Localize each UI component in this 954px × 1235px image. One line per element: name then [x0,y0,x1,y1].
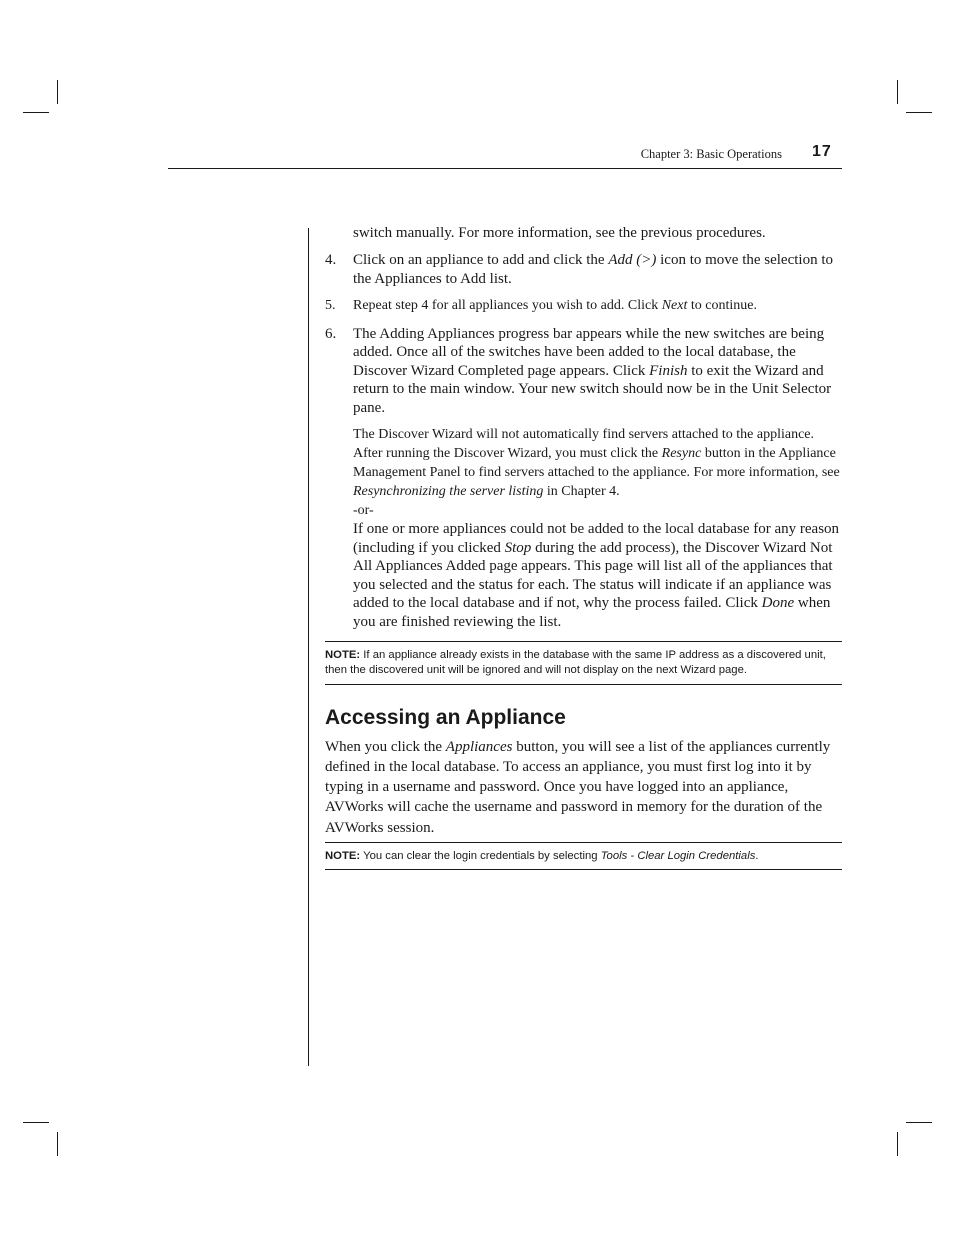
note-box: NOTE: If an appliance already exists in the database with the same IP address as a discovered unit, then the discovered unit will be ignored and will not display on the next Wizard page. [325,641,842,685]
margin-rule [308,228,309,1066]
section-body: When you click the Appliances button, you will see a list of the appliances currently defined in the local database. To access an appliance, you must first log into it by typing in a username and password. Once you have logged into an appliance, AVWorks will cache the username and password in memory for the duration of the AVWorks session. [325,738,831,836]
crop-mark [897,80,898,104]
note-label: NOTE: [325,648,361,661]
step-number: 6. [325,325,337,342]
crop-mark [57,1132,58,1156]
crop-mark [23,1122,49,1123]
header-rule [168,168,842,169]
crop-mark [906,1122,932,1123]
step-number: 4. [325,252,337,268]
note-label: NOTE: [325,850,361,863]
failure-paragraph: If one or more appliances could not be added to the local database for any reason (including if you clicked Stop during the add process), the Discover Wizard Not All Appliances Added page appears. This page will list all of the appliances that you selected and the status for each. The status will indicate if an appliance was added to the local database and if not, why the process failed. Click Done when you are finished reviewing the list. [353,521,840,630]
step-4: 4. Click on an appliance to add and click the Add (>) icon to move the selection to the Appliances to Add list. [325,252,833,287]
section-heading: Accessing an Appliance [325,705,566,729]
continuation-text: switch manually. For more information, see the previous procedures. [353,225,766,241]
page-number: 17 [812,143,832,160]
or-separator: -or- [353,503,374,518]
page-content [325,224,845,870]
crop-mark [897,1132,898,1156]
discover-wizard-note: The Discover Wizard will not automatically find servers attached to the appliance. After running the Discover Wizard, you must click the Resync button in the Appliance Management Panel to find servers attached to the appliance. For more information, see Resynchronizing the server listing in Chapter 4. [353,427,840,499]
step-number: 5. [325,298,336,313]
note-box: NOTE: You can clear the login credentials by selecting Tools - Clear Login Credentials. [325,842,842,870]
step-5: 5. Repeat step 4 for all appliances you wish to add. Click Next to continue. [325,297,845,316]
running-header: Chapter 3: Basic Operations [640,147,782,161]
crop-mark [906,112,932,113]
crop-mark [57,80,58,104]
step-6: 6. The Adding Appliances progress bar appears while the new switches are being added. Once all of the switches have been added to the local database, the Discover Wizard Completed page appears. Click Finish to exit the Wizard and return to the main window. Your new switch should now be in the Unit Selector pane. [325,325,832,416]
crop-mark [23,112,49,113]
